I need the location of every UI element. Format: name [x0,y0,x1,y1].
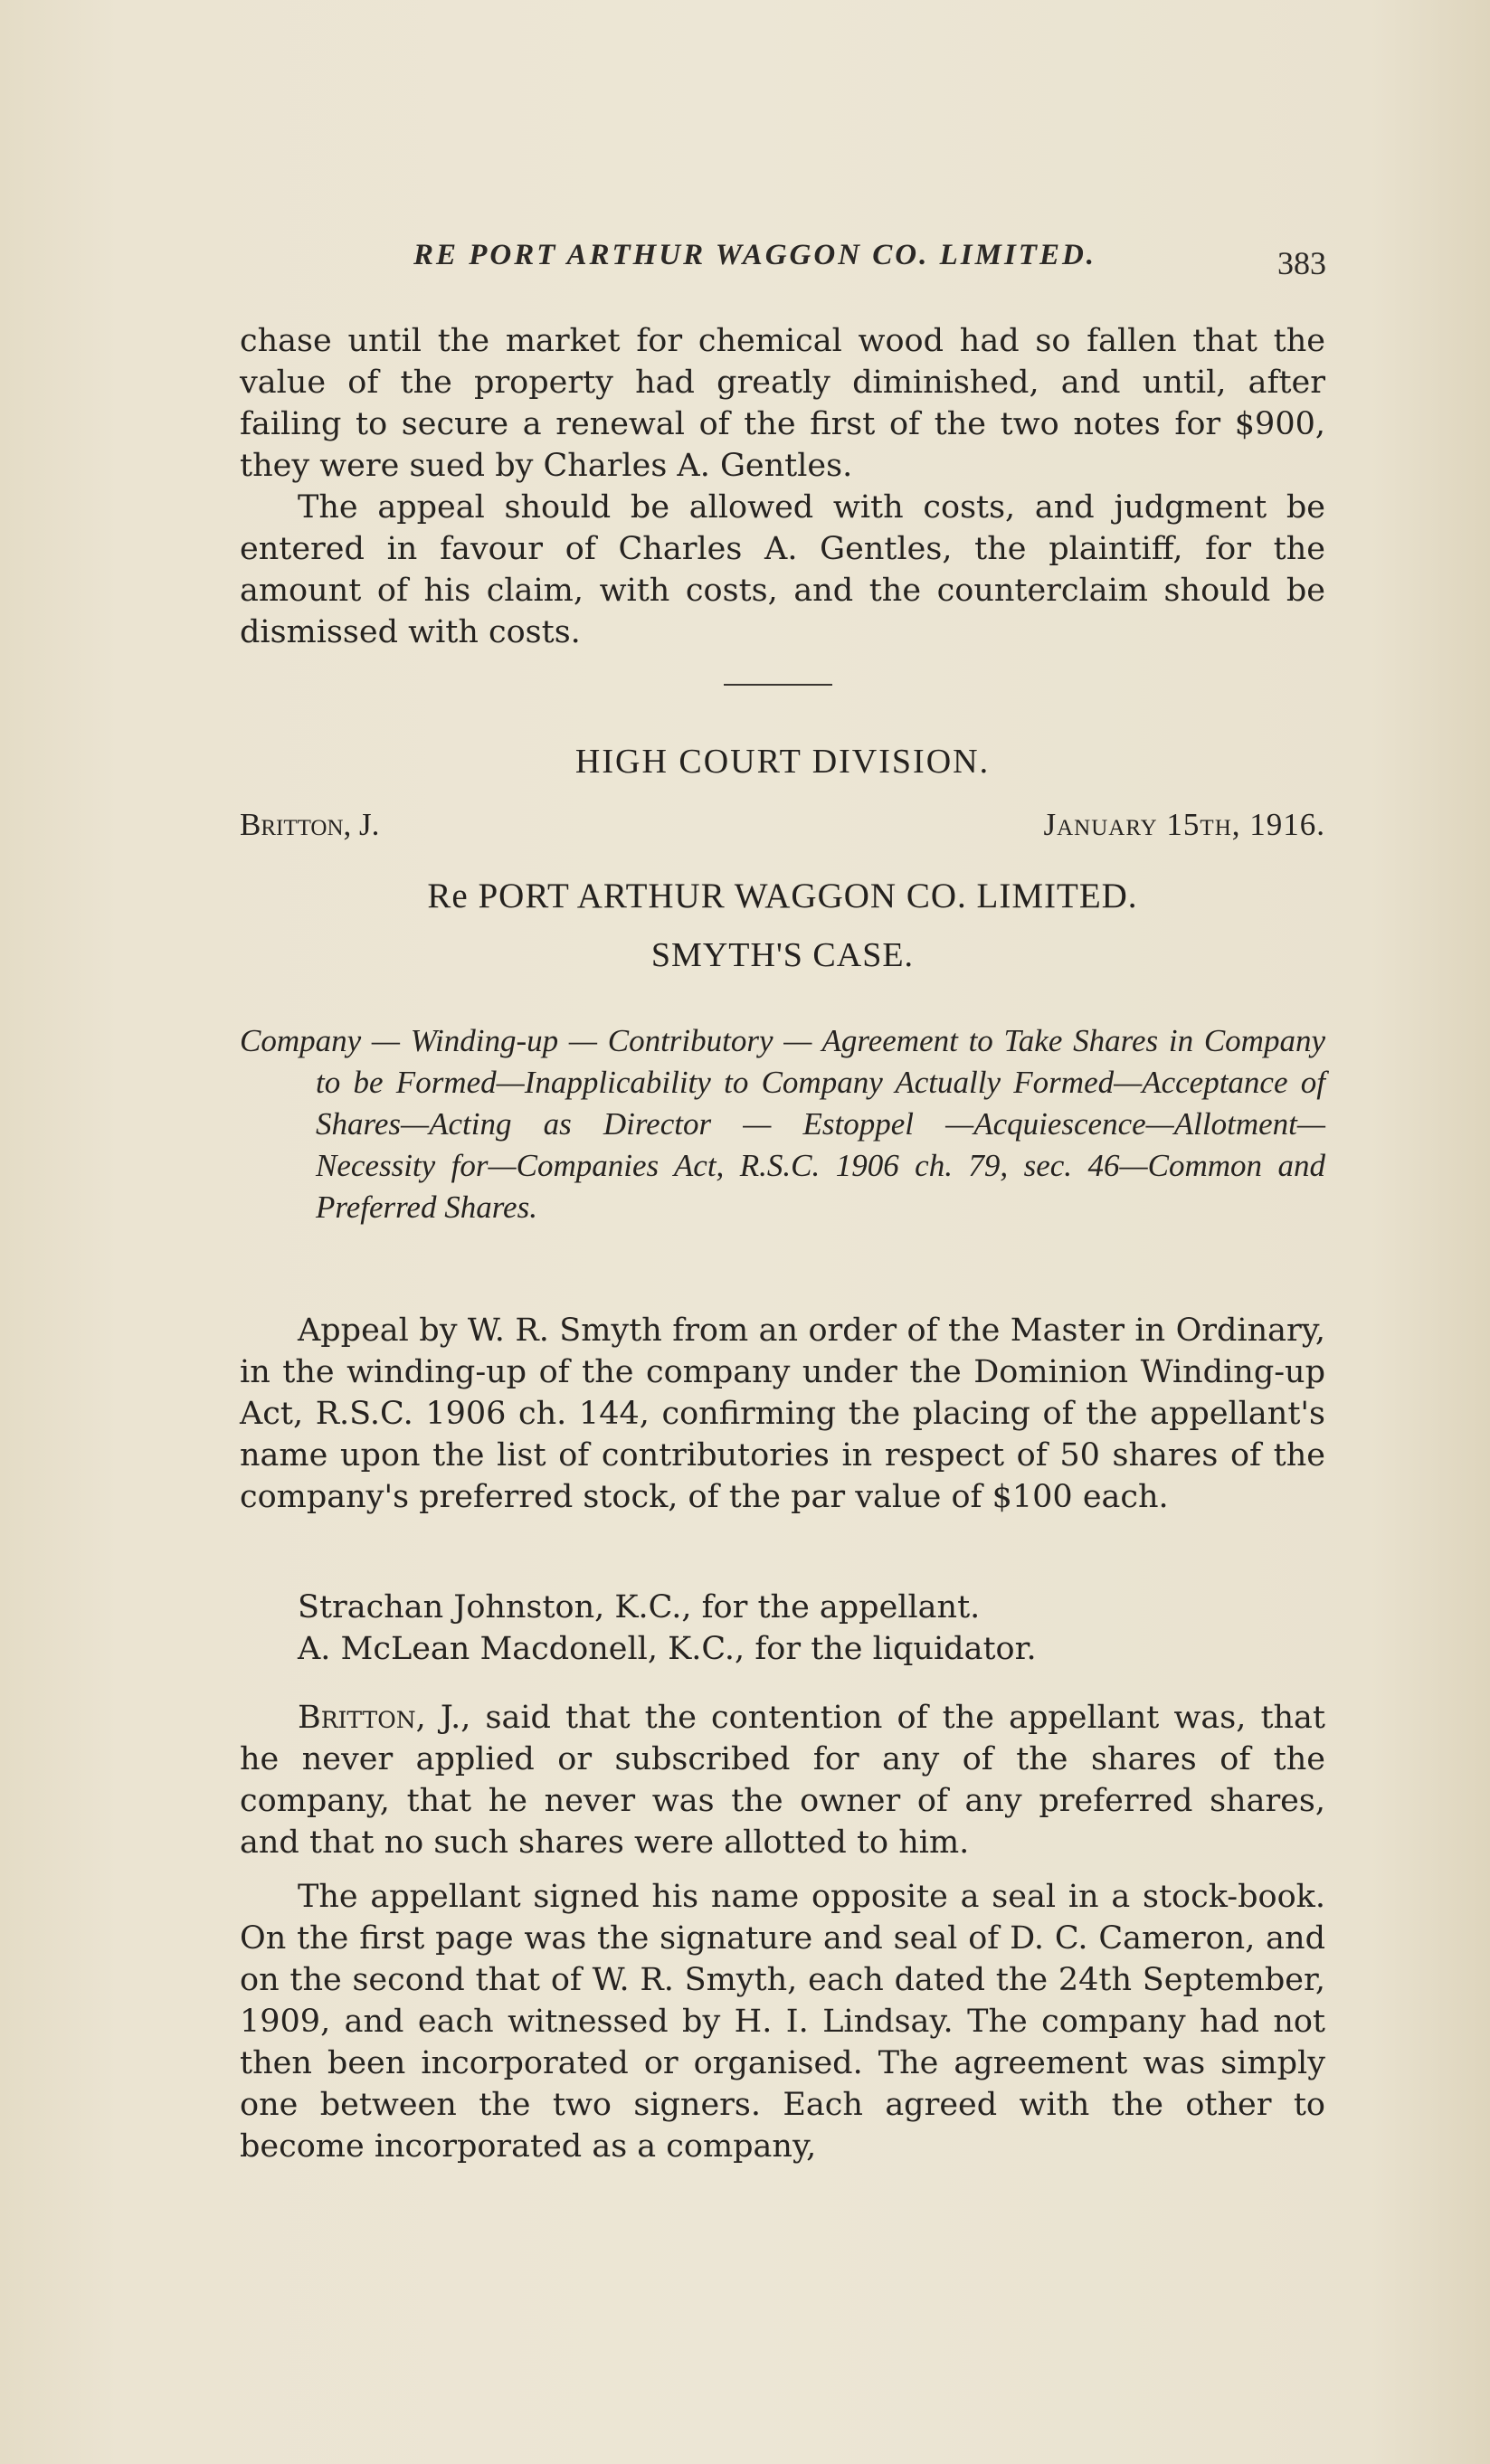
opening-paragraph-1: chase until the market for chemical wood had so fallen that the value of the property had greatly diminished, and until, after failing to secure a renewal of the first of the two notes for $900, they were sued by Charles A. Gentles. [240,323,1325,484]
page-number: 383 [1277,245,1326,281]
counsel-list [240,1587,1325,1670]
section-divider [724,684,832,686]
running-head: RE PORT ARTHUR WAGGON CO. LIMITED. [413,239,1097,271]
appeal-statement [240,1310,1325,1518]
court-heading: HIGH COURT DIVISION. [574,743,991,781]
appeal-paragraph: Appeal by W. R. Smyth from an order of the Master in Ordinary, in the winding-up of the company under the Dominion Winding-up Act, R.S.C. 1906 ch. 144, confirming the placing of the appellant's name upon the list of contributories in respect of 50 shares of the company's preferred stock, of the par value of $100 each. [240,1313,1325,1515]
judgment-author: Britton, J., [298,1700,471,1736]
counsel-appellant: Strachan Johnston, K.C., for the appellant. [298,1589,981,1625]
judge-name: Britton, J. [240,807,380,842]
judgment-intro-text: said that the contention of the appellant was, that he never applied or subscribed for any of the shares of the company, that he never was the owner of any preferred shares, and that no such shares were allotted to him. [240,1700,1325,1861]
counsel-liquidator: A. McLean Macdonell, K.C., for the liquidator. [298,1631,1037,1667]
signed-paragraph: The appellant signed his name opposite a seal in a stock-book. On the first page was the signature and seal of D. C. Cameron, and on the second that of W. R. Smyth, each dated the 24th September, 1909, and each witnessed by H. I. Lindsay. The company had not then been incorporated or organised. The agreement was simply one between the two signers. Each agreed with the other to become incorporated as a company, [240,1879,1325,2165]
decision-date: January 15th, 1916. [1043,807,1325,842]
case-subtitle: SMYTH'S CASE. [650,936,915,974]
opening-paragraph-2: The appeal should be allowed with costs, and judgment be entered in favour of Charles A. Gentles, the plaintiff, for the amount of his claim, with costs, and the counterclaim should be dismissed with costs. [240,489,1325,650]
page-header [237,237,1326,282]
opening-text [240,320,1325,653]
headnote: Company — Winding-up — Contributory — Agreement to Take Shares in Company to be Formed—Inapplicability to Company Actually Formed—Acceptance of Shares—Acting as Director — Estoppel —Acquiescence—Allotment—Necessity for—Companies Act, R.S.C. 1906 ch. 79, sec. 46—Common and Preferred Shares. [240,1023,1325,1225]
case-title: Re PORT ARTHUR WAGGON CO. LIMITED. [427,877,1138,915]
judgment-intro-paragraph [240,1697,1325,1863]
judgment-text [240,1697,1325,2167]
